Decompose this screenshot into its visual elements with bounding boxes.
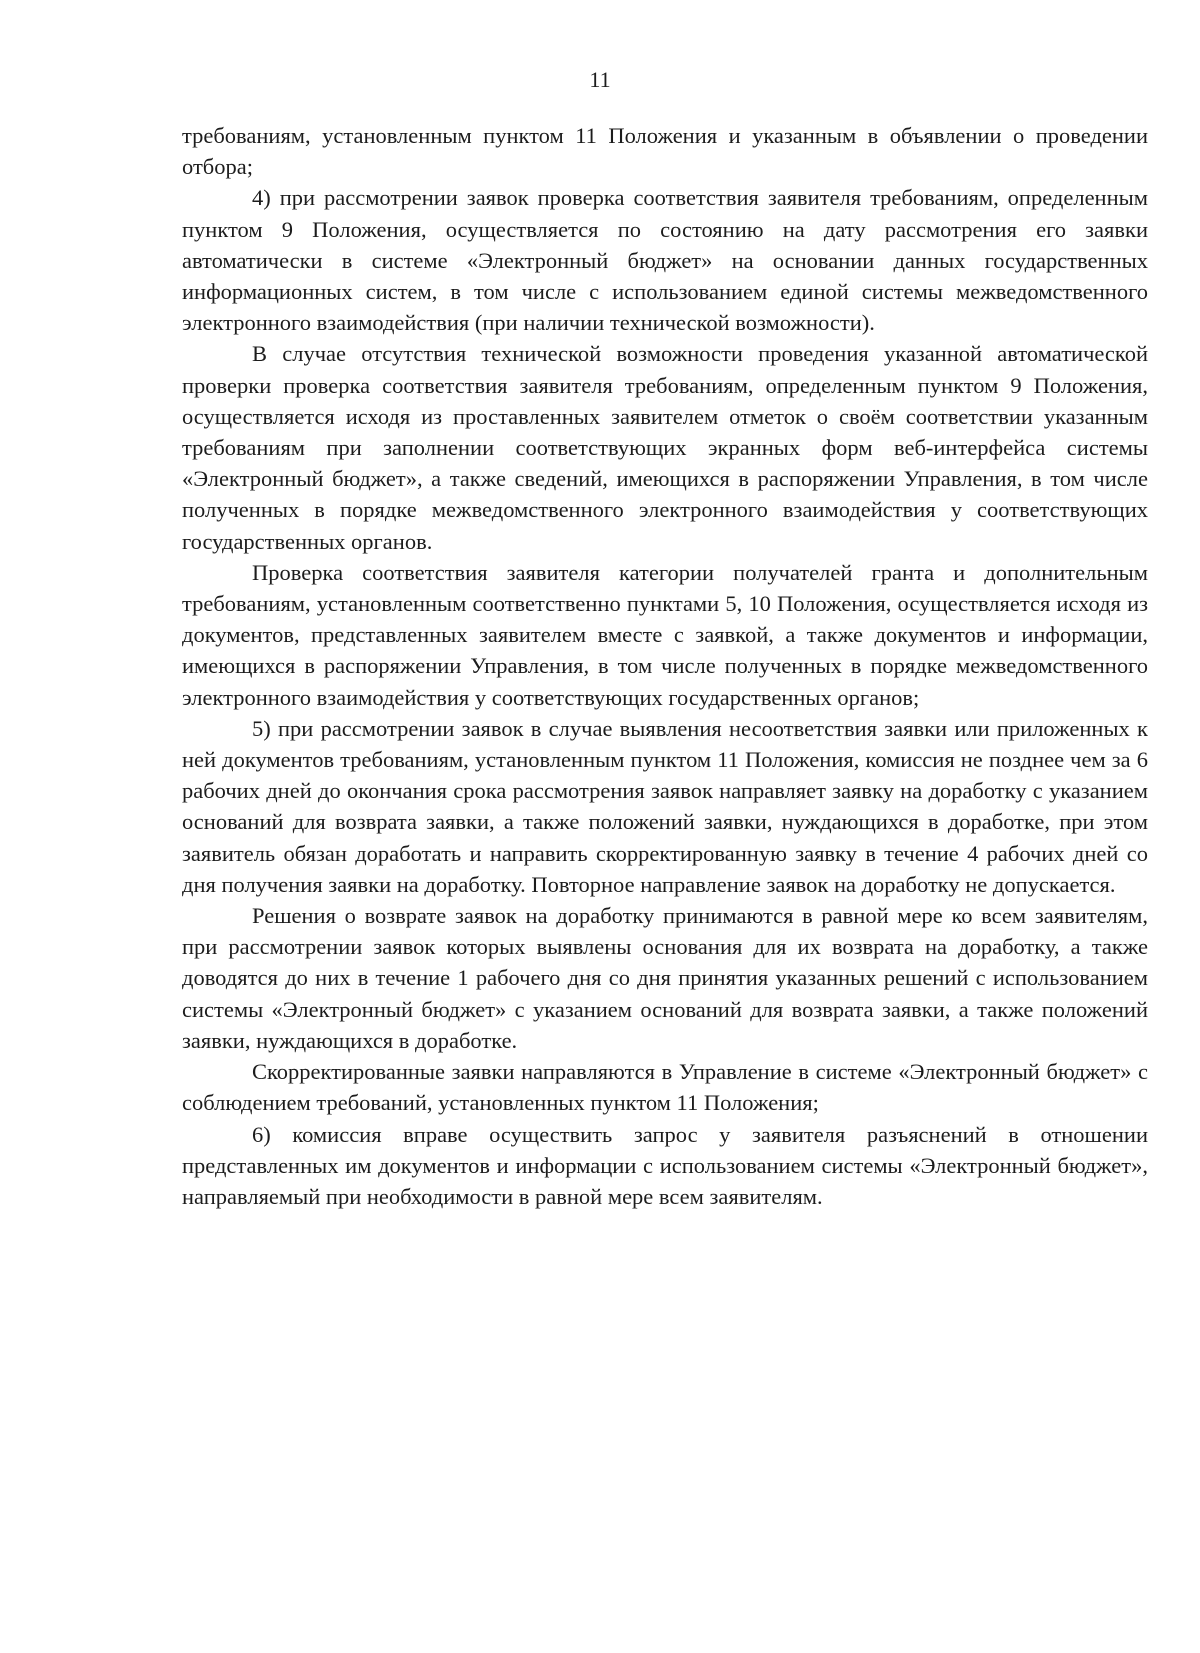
paragraph-no-technical-possibility: В случае отсутствия технической возможности проведения указанной автоматической проверки проверка соответствия заявителя требованиям, определенным пунктом 9 Положения, осуществляется исходя из проставленных заявителем отметок о своём соответствии указанным требованиям при заполнении соответствующих экранных форм веб-интерфейса системы «Электронный бюджет», а также сведений, имеющихся в распоряжении Управления, в том числе полученных в порядке межведомственного электронного взаимодействия у соответствующих государственных органов. [182, 341, 1148, 554]
paragraph-item-5: 5) при рассмотрении заявок в случае выявления несоответствия заявки или приложенных к ней документов требованиям, установленным пунктом 11 Положения, комиссия не позднее чем за 6 рабочих дней до окончания срока рассмотрения заявок направляет заявку на доработку с указанием оснований для возврата заявки, а также положений заявки, нуждающихся в доработке, при этом заявитель обязан доработать и направить скорректированную заявку в течение 4 рабочих дней со дня получения заявки на доработку. Повторное направление заявок на доработку не допускается. [182, 715, 1148, 897]
page-number: 11 [589, 67, 611, 92]
paragraph-category-check: Проверка соответствия заявителя категории получателей гранта и дополнительным требованиям, установленным соответственно пунктами 5, 10 Положения, осуществляется исходя из документов, представленных заявителем вместе с заявкой, а также документов и информации, имеющихся в распоряжении Управления, в том числе полученных в порядке межведомственного электронного взаимодействия у соответствующих государственных органов; [182, 559, 1148, 710]
paragraph-item-4: 4) при рассмотрении заявок проверка соответствия заявителя требованиям, определенным пунктом 9 Положения, осуществляется по состоянию на дату рассмотрения его заявки автоматически в системе «Электронный бюджет» на основании данных государственных информационных систем, в том числе с использованием единой системы межведомственного электронного взаимодействия (при наличии технической возможности). [182, 185, 1148, 336]
document-body [182, 120, 1148, 1212]
paragraph-return-decisions: Решения о возврате заявок на доработку принимаются в равной мере ко всем заявителям, при рассмотрении заявок которых выявлены основания для их возврата на доработку, а также доводятся до них в течение 1 рабочего дня со дня принятия указанных решений с использованием системы «Электронный бюджет» с указанием оснований для возврата заявки, а также положений заявки, нуждающихся в доработке. [182, 903, 1148, 1053]
paragraph-item-6: 6) комиссия вправе осуществить запрос у заявителя разъяснений в отношении представленных им документов и информации с использованием системы «Электронный бюджет», направляемый при необходимости в равной мере всем заявителям. [182, 1121, 1148, 1209]
paragraph-continuation: требованиям, установленным пунктом 11 Положения и указанным в объявлении о проведении отбора; [182, 123, 1148, 180]
paragraph-corrected-applications: Скорректированные заявки направляются в Управление в системе «Электронный бюджет» с соблюдением требований, установленных пунктом 11 Положения; [182, 1059, 1148, 1116]
